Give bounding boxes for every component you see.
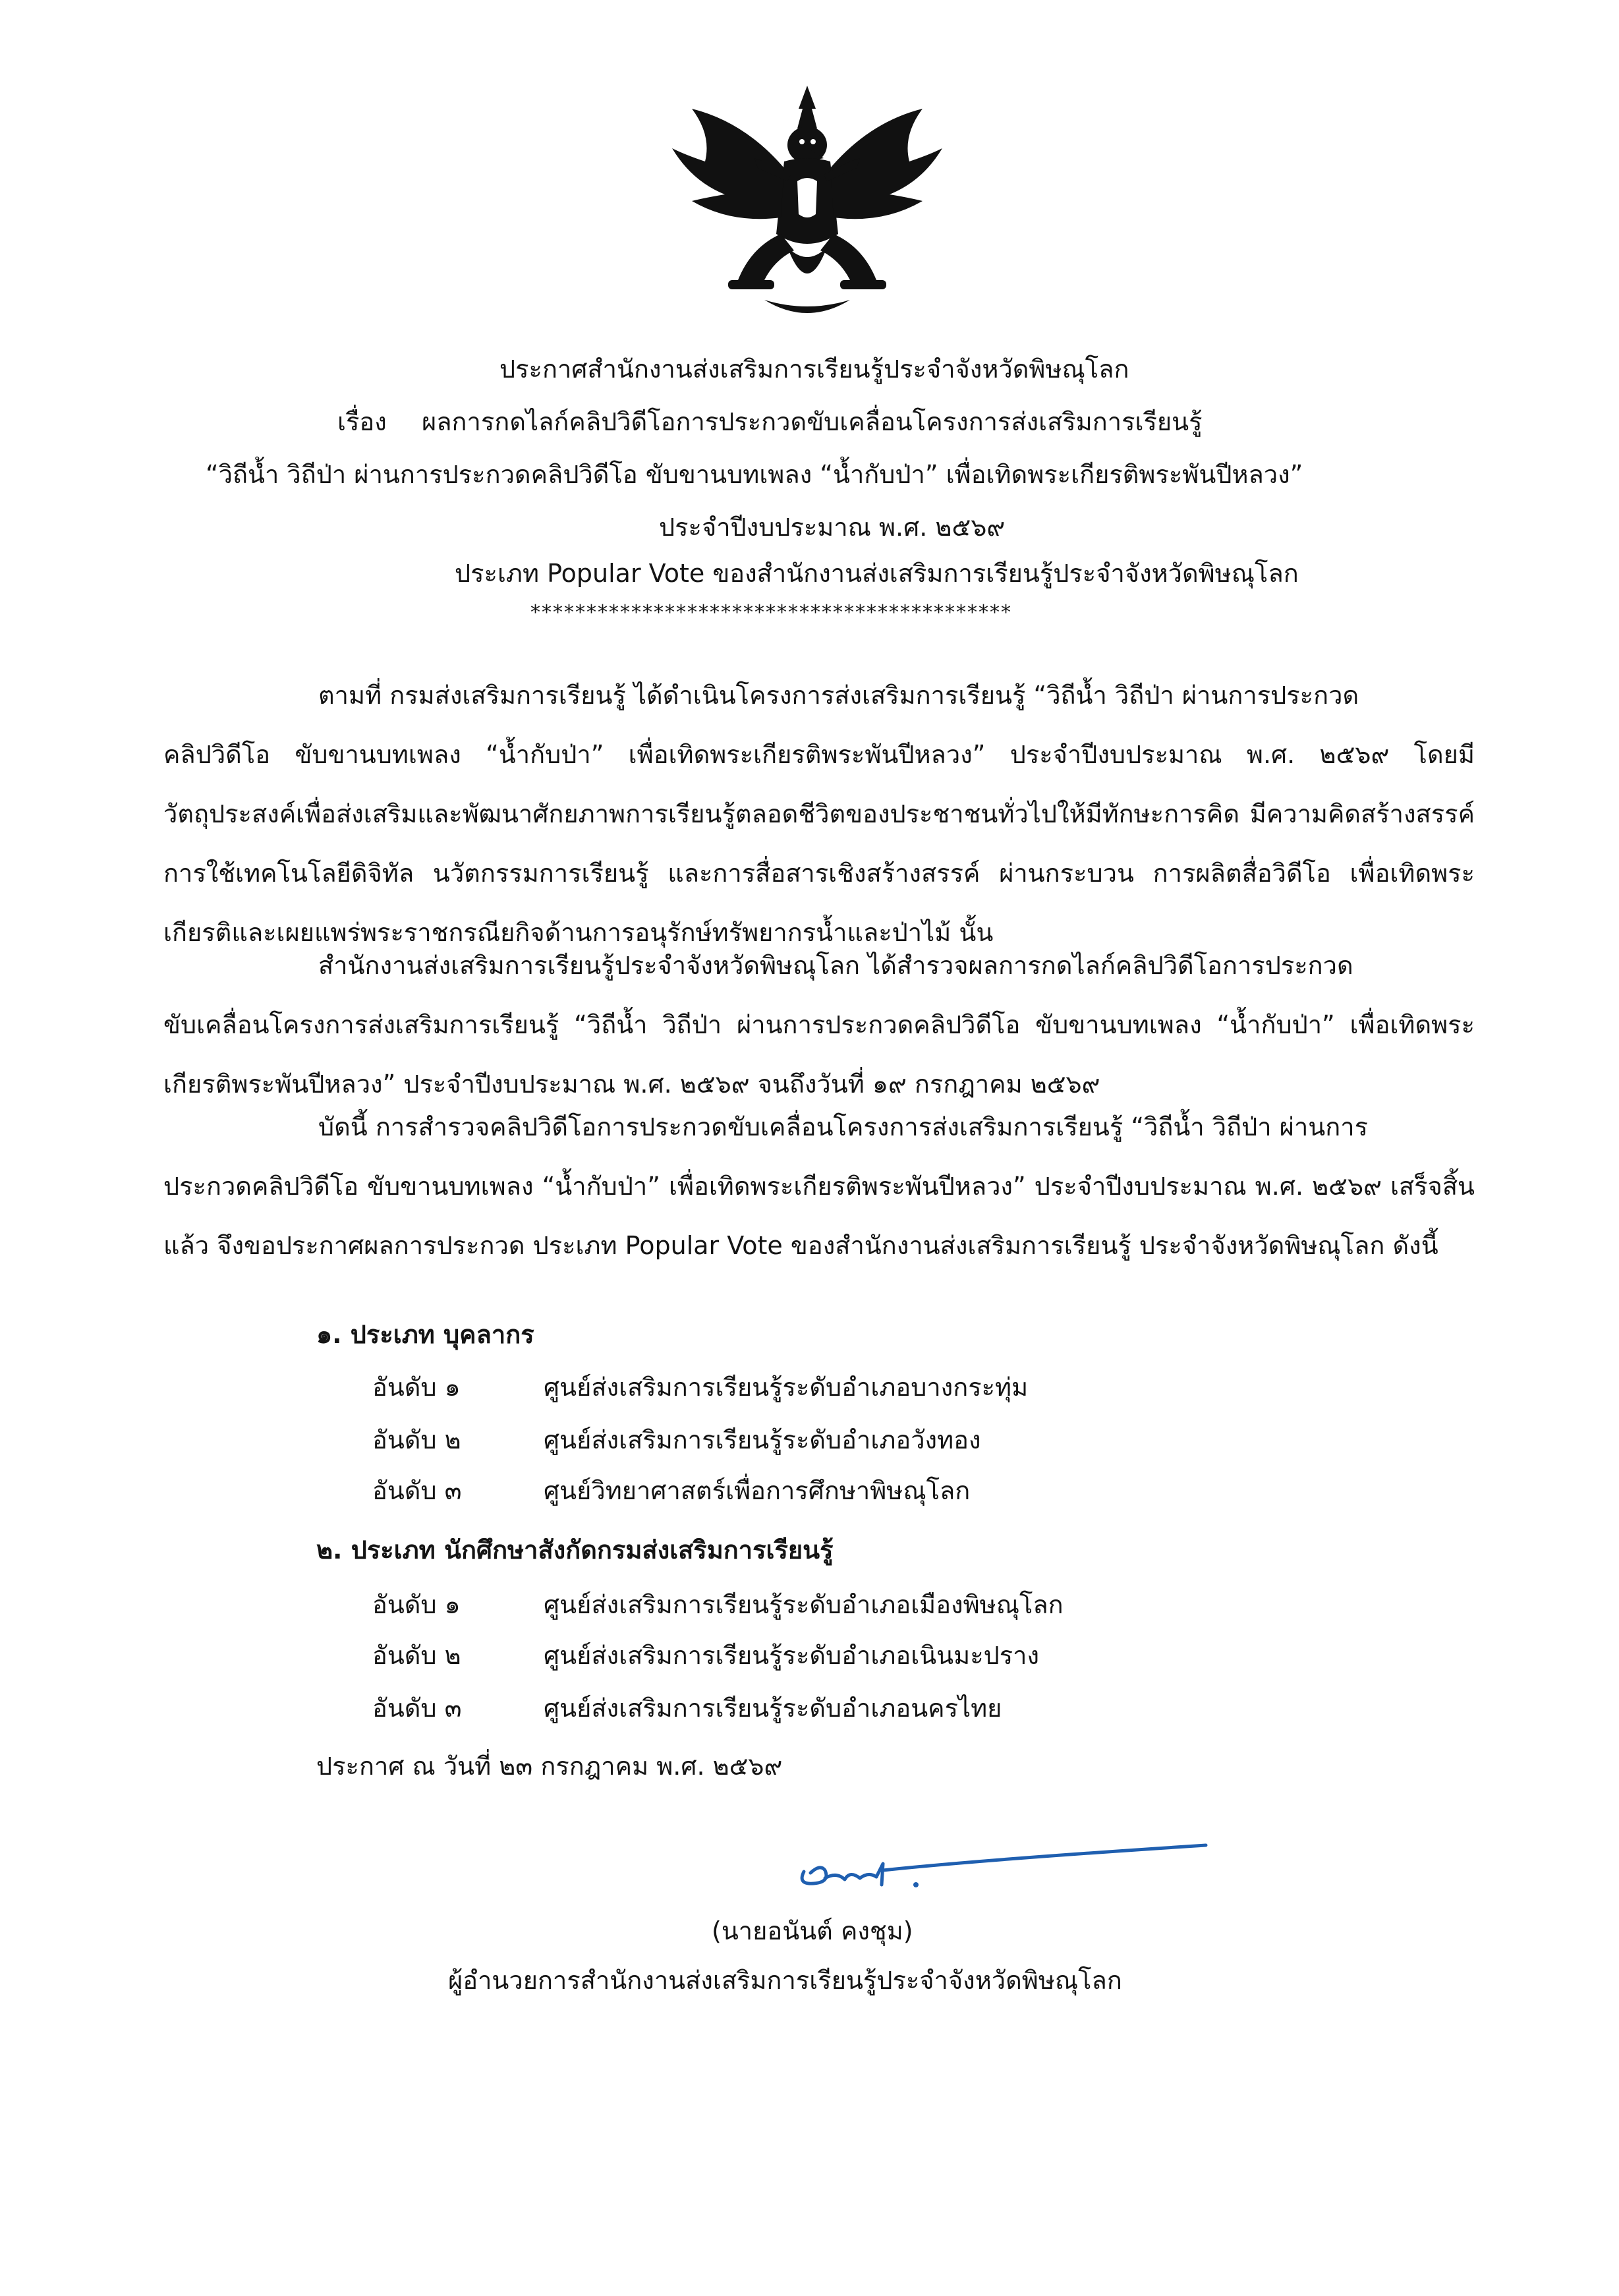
- signer-position: ผู้อำนวยการสำนักงานส่งเสริมการเรียนรู้ประจำจังหวัดพิษณุโลก: [448, 1966, 1122, 1995]
- category-2-rank-2-label: อันดับ ๒: [372, 1641, 461, 1670]
- paragraph-2: [163, 936, 1475, 1114]
- category-2-rank-1-org: ศูนย์ส่งเสริมการเรียนรู้ระดับอำเภอเมืองพิษณุโลก: [544, 1590, 1064, 1619]
- signature-icon: [784, 1786, 1232, 1905]
- paragraph-3-first-line: บัดนี้ การสำรวจคลิปวิดีโอการประกวดขับเคลื่อนโครงการส่งเสริมการเรียนรู้ “วิถีน้ำ วิถีป่า ผ่านการ: [318, 1112, 1369, 1141]
- category-2-rank-1-label: อันดับ ๑: [372, 1590, 461, 1619]
- category-1-rank-3-org: ศูนย์วิทยาศาสตร์เพื่อการศึกษาพิษณุโลก: [544, 1476, 971, 1505]
- paragraph-2-first-line: สำนักงานส่งเสริมการเรียนรู้ประจำจังหวัดพิษณุโลก ได้สำรวจผลการกดไลก์คลิปวิดีโอการประกวด: [318, 951, 1353, 980]
- category-2-rank-3-label: อันดับ ๓: [372, 1694, 462, 1723]
- paragraph-2-body: ขับเคลื่อนโครงการส่งเสริมการเรียนรู้ “วิถีน้ำ วิถีป่า ผ่านการประกวดคลิปวิดีโอ ขับขานบทเพลง “น้ำกับป่า” เพื่อเทิดพระเกียรติพระพันปีหลวง” ประจำปีงบประมาณ พ.ศ. ๒๕๖๙ จนถึงวันที่ ๑๙ กรกฎาคม ๒๕๖๙: [163, 1010, 1475, 1099]
- paragraph-1-first-line: ตามที่ กรมส่งเสริมการเรียนรู้ ได้ดำเนินโครงการส่งเสริมการเรียนรู้ “วิถีน้ำ วิถีป่า ผ่านการประกวด: [318, 681, 1359, 710]
- category-1-rank-2-org: ศูนย์ส่งเสริมการเรียนรู้ระดับอำเภอวังทอง: [544, 1425, 981, 1454]
- separator-stars: *******************************************: [530, 601, 1012, 624]
- category-1-rank-1-org: ศูนย์ส่งเสริมการเรียนรู้ระดับอำเภอบางกระทุ่ม: [544, 1373, 1029, 1402]
- category-2-rank-2-org: ศูนย์ส่งเสริมการเรียนรู้ระดับอำเภอเนินมะปราง: [544, 1641, 1040, 1670]
- category-1-rank-1-label: อันดับ ๑: [372, 1373, 461, 1402]
- category-2-heading: ๒. ประเภท นักศึกษาสังกัดกรมส่งเสริมการเรียนรู้: [316, 1535, 834, 1564]
- paragraph-1: [163, 666, 1475, 962]
- paragraph-3-body: ประกวดคลิปวิดีโอ ขับขานบทเพลง “น้ำกับป่า” เพื่อเทิดพระเกียรติพระพันปีหลวง” ประจำปีงบประมาณ พ.ศ. ๒๕๖๙ เสร็จสิ้นแล้ว จึงขอประกาศผลการประกวด ประเภท Popular Vote ของสำนักงานส่งเสริมการเรียนรู้ ประจำจังหวัดพิษณุโลก ดังนี้: [163, 1172, 1475, 1260]
- category-2-rank-3-org: ศูนย์ส่งเสริมการเรียนรู้ระดับอำเภอนครไทย: [544, 1694, 1002, 1723]
- category-1-rank-3-label: อันดับ ๓: [372, 1476, 462, 1505]
- announcement-title: ประกาศสำนักงานส่งเสริมการเรียนรู้ประจำจังหวัดพิษณุโลก: [499, 355, 1129, 384]
- paragraph-1-body: คลิปวิดีโอ ขับขานบทเพลง “น้ำกับป่า” เพื่อเทิดพระเกียรติพระพันปีหลวง” ประจำปีงบประมาณ พ.ศ. ๒๕๖๙ โดยมีวัตถุประสงค์เพื่อส่งเสริมและพัฒนาศักยภาพการเรียนรู้ตลอดชีวิตของประชาชนทั่วไปให้มีทักษะการคิด มีความคิดสร้างสรรค์ การใช้เทคโนโลยีดิจิทัล นวัตกรรมการเรียนรู้ และการสื่อสารเชิงสร้างสรรค์ ผ่านกระบวน การผลิตสื่อวิดีโอ เพื่อเทิดพระเกียรติและเผยแพร่พระราชกรณียกิจด้านการอนุรักษ์ทรัพยากรน้ำและป่าไม้ นั้น: [163, 740, 1475, 947]
- subject-label: เรื่อง: [337, 407, 387, 436]
- subject-line-3: ประจำปีงบประมาณ พ.ศ. ๒๕๖๙: [659, 513, 1006, 542]
- subject-line-1: ผลการกดไลก์คลิปวิดีโอการประกวดขับเคลื่อนโครงการส่งเสริมการเรียนรู้: [422, 407, 1203, 436]
- category-1-rank-2-label: อันดับ ๒: [372, 1425, 461, 1454]
- subject-line-4: ประเภท Popular Vote ของสำนักงานส่งเสริมการเรียนรู้ประจำจังหวัดพิษณุโลก: [455, 559, 1299, 588]
- signer-name: (นายอนันต์ คงชุม): [712, 1916, 913, 1945]
- paragraph-3: [163, 1097, 1475, 1275]
- category-1-heading: ๑. ประเภท บุคลากร: [316, 1320, 534, 1349]
- subject-line-2: “วิถีน้ำ วิถีป่า ผ่านการประกวดคลิปวิดีโอ ขับขานบทเพลง “น้ำกับป่า” เพื่อเทิดพระเกียรติพระพันปีหลวง”: [206, 460, 1303, 489]
- garuda-emblem-icon: [666, 82, 949, 326]
- announce-date: ประกาศ ณ วันที่ ๒๓ กรกฎาคม พ.ศ. ๒๕๖๙: [316, 1752, 783, 1781]
